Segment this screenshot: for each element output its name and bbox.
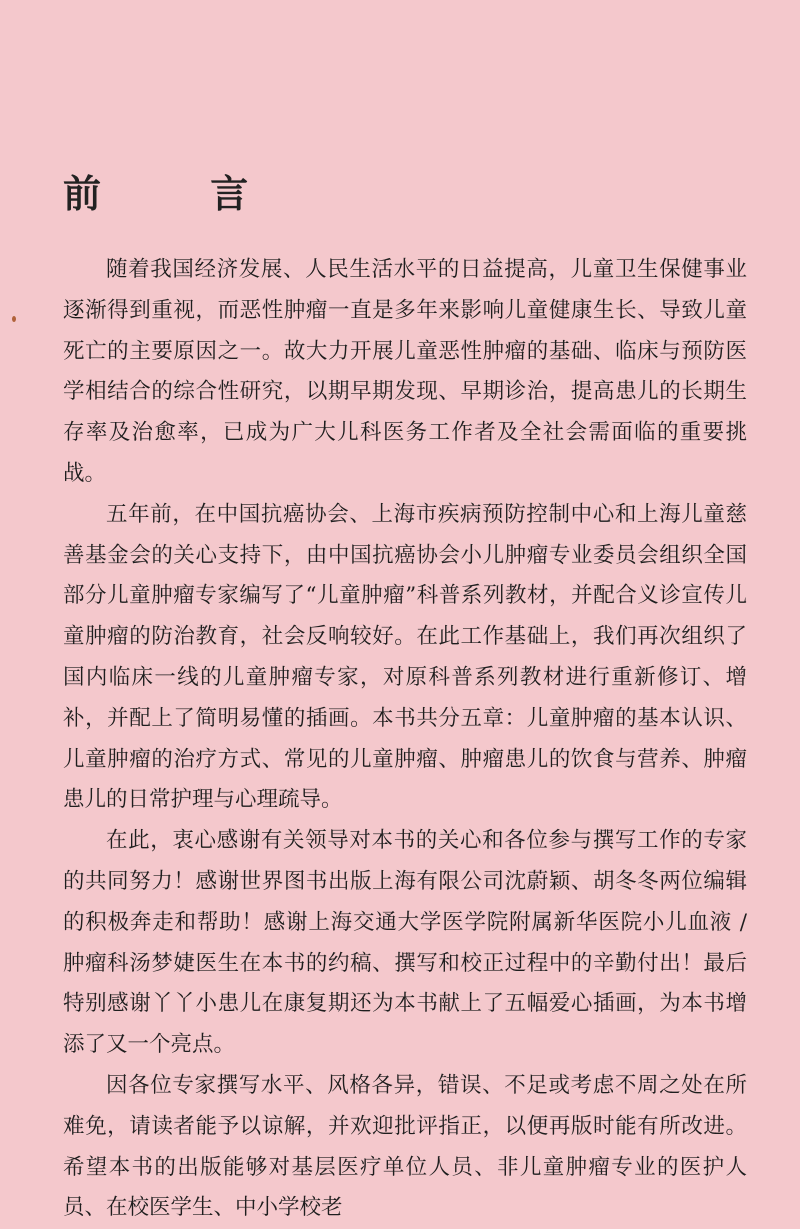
paper-blemish: [12, 316, 16, 322]
paragraph-1: 随着我国经济发展、人民生活水平的日益提高，儿童卫生保健事业逐渐得到重视，而恶性肿瘤一直是多年来影响儿童健康生长、导致儿童死亡的主要原因之一。故大力开展儿童恶性肿瘤的基础、临床与预防医学相结合的综合性研究，以期早期发现、早期诊治，提高患儿的长期生存率及治愈率，已成为广大儿科医务工作者及全社会需面临的重要挑战。: [63, 257, 747, 486]
paragraph-3: 在此，衷心感谢有关领导对本书的关心和各位参与撰写工作的专家的共同努力！感谢世界图书出版上海有限公司沈蔚颖、胡冬冬两位编辑的积极奔走和帮助！感谢上海交通大学医学院附属新华医院小儿血液 / 肿瘤科汤梦婕医生在本书的约稿、撰写和校正过程中的辛勤付出！最后特别感谢丫丫小患儿在康复期还为本书献上了五幅爱心插画，为本书增添了又一个亮点。: [63, 828, 747, 1058]
paragraph-4: 因各位专家撰写水平、风格各异，错误、不足或考虑不周之处在所难免，请读者能予以谅解，并欢迎批评指正，以便再版时能有所改进。希望本书的出版能够对基层医疗单位人员、非儿童肿瘤专业的医护人员、在校医学生、中小学校老: [63, 1072, 747, 1221]
preface-body: [63, 250, 747, 1229]
page-title: 前 言: [63, 172, 297, 217]
paragraph-2: 五年前，在中国抗癌协会、上海市疾病预防控制中心和上海儿童慈善基金会的关心支持下，由中国抗癌协会小儿肿瘤专业委员会组织全国部分儿童肿瘤专家编写了“儿童肿瘤”科普系列教材，并配合义诊宣传儿童肿瘤的防治教育，社会反响较好。在此工作基础上，我们再次组织了国内临床一线的儿童肿瘤专家，对原科普系列教材进行重新修订、增补，并配上了简明易懂的插画。本书共分五章：儿童肿瘤的基本认识、儿童肿瘤的治疗方式、常见的儿童肿瘤、肿瘤患儿的饮食与营养、肿瘤患儿的日常护理与心理疏导。: [63, 501, 747, 813]
